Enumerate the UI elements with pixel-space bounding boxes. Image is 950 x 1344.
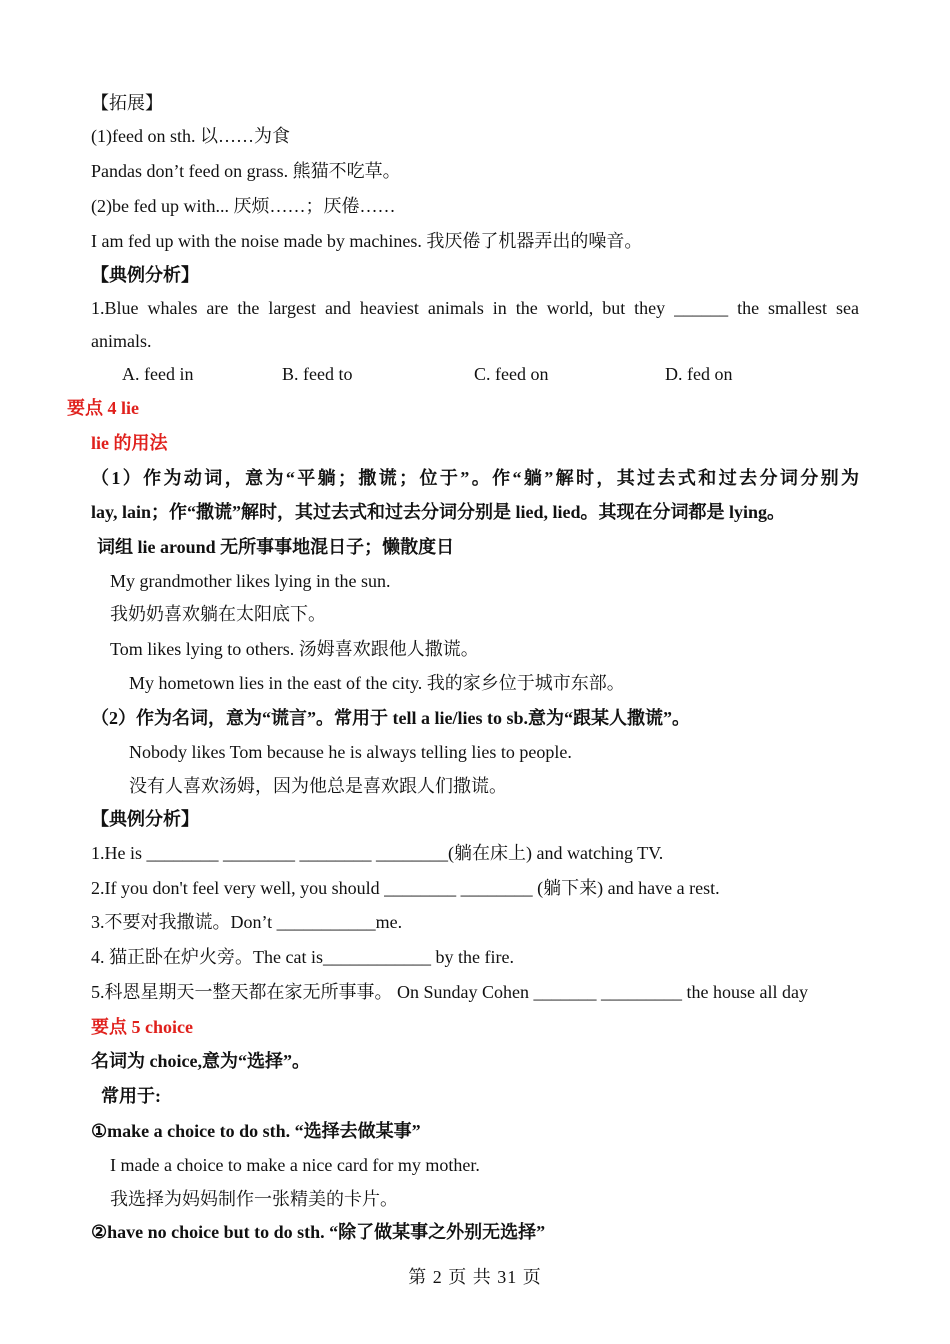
question-line: 3.不要对我撒谎。Don’t ___________me. — [91, 912, 403, 932]
text-line: I am fed up with the noise made by machines. 我厌倦了机器弄出的噪音。 — [91, 231, 643, 251]
text-line: (1)feed on sth. 以……为食 — [91, 126, 290, 146]
example-sentence: Tom likes lying to others. 汤姆喜欢跟他人撒谎。 — [110, 639, 479, 659]
question-line: 5.科恩星期天一整天都在家无所事事。 On Sunday Cohen _______ _________ the house all day — [91, 982, 808, 1002]
example-sentence: My hometown lies in the east of the city. 我的家乡位于城市东部。 — [129, 673, 625, 693]
question-line: 4. 猫正卧在炉火旁。The cat is____________ by the fire. — [91, 947, 514, 967]
text-line: lay, lain；作“撒谎”解时，其过去式和过去分词分别是 lied, lied。其现在分词都是 lying。 — [91, 502, 786, 522]
question-line: animals. — [91, 331, 152, 351]
text-line: 常用于: — [101, 1086, 161, 1106]
phrase-line: 词组 lie around 无所事事地混日子；懒散度日 — [97, 537, 455, 557]
text-line: （1）作为动词，意为“平躺；撒谎；位于”。作“躺”解时，其过去式和过去分词分别为 — [91, 468, 859, 488]
section-subtitle: lie 的用法 — [91, 433, 168, 453]
expand-heading: 【拓展】 — [91, 93, 163, 113]
example-heading: 【典例分析】 — [91, 265, 199, 285]
question-line: 1.Blue whales are the largest and heaviest animals in the world, but they ______ the smallest sea — [91, 298, 859, 318]
example-translation: 没有人喜欢汤姆，因为他总是喜欢跟人们撒谎。 — [129, 776, 507, 796]
example-translation: 我奶奶喜欢躺在太阳底下。 — [110, 604, 326, 624]
section-title: 要点 4 lie — [67, 398, 139, 418]
example-heading: 【典例分析】 — [91, 809, 199, 829]
text-line: (2)be fed up with... 厌烦……；厌倦…… — [91, 196, 396, 216]
usage-item: ②have no choice but to do sth. “除了做某事之外别无选择” — [91, 1222, 546, 1242]
example-sentence: My grandmother likes lying in the sun. — [110, 571, 391, 591]
option-c: C. feed on — [474, 364, 549, 384]
section-title: 要点 5 choice — [91, 1017, 193, 1037]
example-sentence: Nobody likes Tom because he is always telling lies to people. — [129, 742, 572, 762]
option-a: A. feed in — [122, 364, 194, 384]
text-line: Pandas don’t feed on grass. 熊猫不吃草。 — [91, 161, 401, 181]
usage-item: ①make a choice to do sth. “选择去做某事” — [91, 1121, 421, 1141]
option-b: B. feed to — [282, 364, 353, 384]
text-line: 名词为 choice,意为“选择”。 — [91, 1051, 310, 1071]
question-line: 2.If you don't feel very well, you should ________ ________ (躺下来) and have a rest. — [91, 878, 720, 898]
example-translation: 我选择为妈妈制作一张精美的卡片。 — [110, 1189, 398, 1209]
option-d: D. fed on — [665, 364, 733, 384]
page-number: 第 2 页 共 31 页 — [408, 1267, 542, 1287]
example-sentence: I made a choice to make a nice card for my mother. — [110, 1155, 480, 1175]
text-line: （2）作为名词，意为“谎言”。常用于 tell a lie/lies to sb.意为“跟某人撒谎”。 — [91, 708, 690, 728]
question-line: 1.He is ________ ________ ________ ________(躺在床上) and watching TV. — [91, 843, 664, 863]
